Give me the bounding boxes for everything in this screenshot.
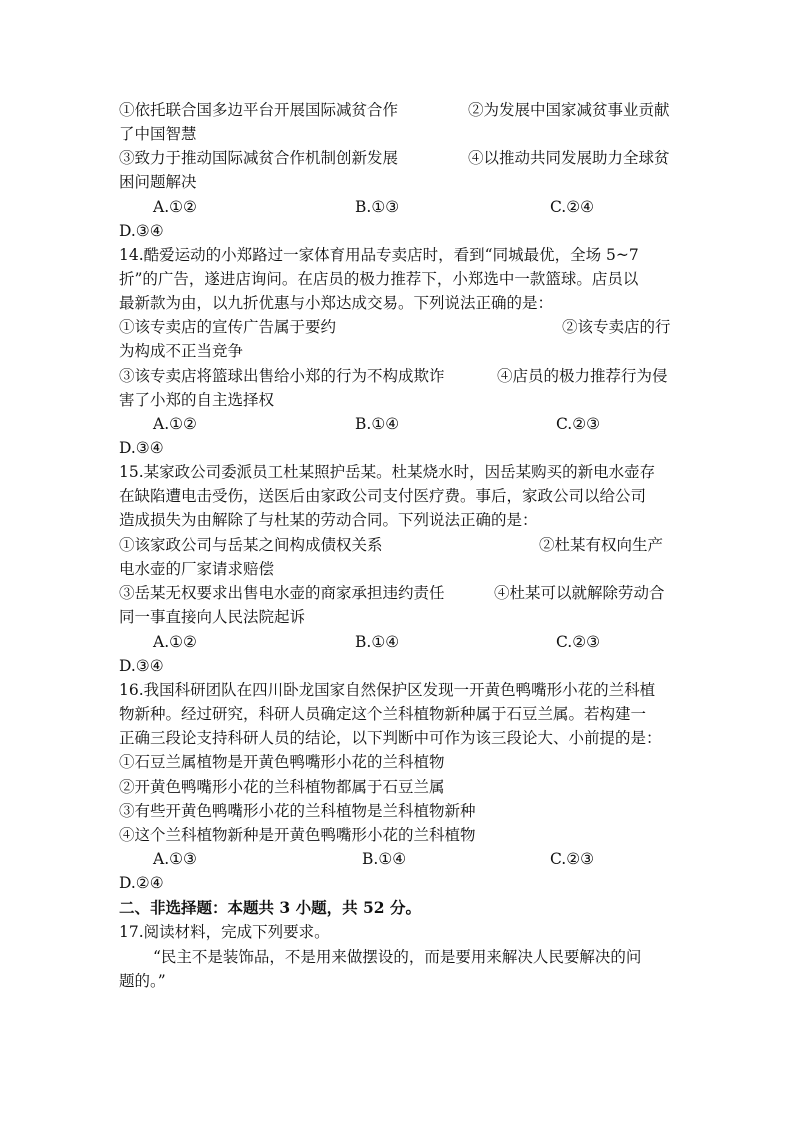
q14-option-d[interactable]: D.③④	[119, 439, 164, 457]
q15-stem-line-1: 15.某家政公司委派员工杜某照护岳某。杜某烧水时，因岳某购买的新电水壶存	[119, 463, 656, 481]
q14-option-c[interactable]: C.②③	[556, 415, 601, 433]
q16-stem-line-1: 16.我国科研团队在四川卧龙国家自然保护区发现一开黄色鸭嘴形小花的兰科植	[119, 681, 656, 699]
q14-stem-line-1: 14.酷爱运动的小郑路过一家体育用品专卖店时，看到“同城最优，全场 5~7	[119, 246, 639, 264]
q16-statement-2: ②开黄色鸭嘴形小花的兰科植物都属于石豆兰属	[119, 778, 445, 796]
q13-statement-4-cont: 困问题解决	[119, 173, 197, 191]
q13-statement-3: ③致力于推动国际减贫合作机制创新发展	[119, 149, 399, 167]
q13-statement-row-2	[119, 148, 670, 168]
q16-statement-1: ①石豆兰属植物是开黄色鸭嘴形小花的兰科植物	[119, 753, 445, 771]
q15-option-d[interactable]: D.③④	[119, 657, 164, 675]
q15-statement-3: ③岳某无权要求出售电水壶的商家承担违约责任	[119, 584, 445, 602]
q14-stem-line-3: 最新款为由，以九折优惠与小郑达成交易。下列说法正确的是：	[119, 294, 554, 312]
q13-statement-2-cont: 了中国智慧	[119, 125, 197, 143]
q14-statement-2: ②该专卖店的行	[562, 318, 671, 336]
q13-option-d[interactable]: D.③④	[119, 222, 164, 240]
q15-statement-1: ①该家政公司与岳某之间构成债权关系	[119, 536, 383, 554]
q14-stem-line-2: 折”的广告，遂进店询问。在店员的极力推荐下，小郑选中一款篮球。店员以	[119, 270, 639, 288]
q17-quote-line-2: 题的。”	[119, 972, 166, 990]
q17-quote-line-1: “民主不是装饰品，不是用来做摆设的，而是要用来解决人民要解决的问	[153, 948, 642, 966]
q13-option-a[interactable]: A.①②	[153, 198, 197, 216]
q15-statement-2: ②杜某有权向生产	[539, 536, 664, 554]
q15-statement-4-cont: 同一事直接向人民法院起诉	[119, 608, 306, 626]
q14-statement-row-1	[119, 317, 671, 337]
q15-stem-line-2: 在缺陷遭电击受伤，送医后由家政公司支付医疗费。事后，家政公司以给公司	[119, 487, 647, 505]
q16-stem-line-2: 物新种。经过研究，科研人员确定这个兰科植物新种属于石豆兰属。若构建一	[119, 705, 647, 723]
q14-option-b[interactable]: B.①④	[355, 415, 400, 433]
q15-statement-row-2	[119, 583, 665, 603]
q13-statement-2: ②为发展中国家减贫事业贡献	[468, 101, 670, 119]
q14-statement-2-cont: 为构成不正当竞争	[119, 342, 244, 360]
q16-stem-line-3: 正确三段论支持科研人员的结论，以下判断中可作为该三段论大、小前提的是：	[119, 729, 662, 747]
q15-statement-2-cont: 电水壶的厂家请求赔偿	[119, 560, 275, 578]
q16-option-a[interactable]: A.①③	[153, 850, 197, 868]
q14-statement-row-2	[119, 366, 668, 386]
q15-option-b[interactable]: B.①④	[355, 633, 400, 651]
q14-statement-3: ③该专卖店将篮球出售给小郑的行为不构成欺诈	[119, 367, 445, 385]
q16-option-b[interactable]: B.①④	[362, 850, 407, 868]
q15-statement-row-1	[119, 535, 664, 555]
q16-option-c[interactable]: C.②③	[550, 850, 595, 868]
q13-statement-1: ①依托联合国多边平台开展国际减贫合作	[119, 101, 399, 119]
q15-option-a[interactable]: A.①②	[153, 633, 197, 651]
q14-option-a[interactable]: A.①②	[153, 415, 197, 433]
q16-option-d[interactable]: D.②④	[119, 874, 164, 892]
section-2-heading: 二、非选择题：本题共 3 小题，共 52 分。	[119, 898, 421, 917]
q15-stem-line-3: 造成损失为由解除了与杜某的劳动合同。下列说法正确的是：	[119, 511, 538, 529]
q13-option-c[interactable]: C.②④	[550, 198, 595, 216]
q16-statement-3: ③有些开黄色鸭嘴形小花的兰科植物是兰科植物新种	[119, 802, 476, 820]
q16-statement-4: ④这个兰科植物新种是开黄色鸭嘴形小花的兰科植物	[119, 826, 476, 844]
q14-statement-4-cont: 害了小郑的自主选择权	[119, 391, 275, 409]
q15-option-c[interactable]: C.②③	[556, 633, 601, 651]
q13-statement-4: ④以推动共同发展助力全球贫	[468, 149, 670, 167]
q15-statement-4: ④杜某可以就解除劳动合	[494, 584, 665, 602]
q14-statement-1: ①该专卖店的宣传广告属于要约	[119, 318, 337, 336]
q13-option-b[interactable]: B.①③	[355, 198, 400, 216]
q14-statement-4: ④店员的极力推荐行为侵	[497, 367, 668, 385]
q13-statement-row-1	[119, 100, 670, 120]
q17-stem: 17.阅读材料，完成下列要求。	[119, 923, 330, 941]
